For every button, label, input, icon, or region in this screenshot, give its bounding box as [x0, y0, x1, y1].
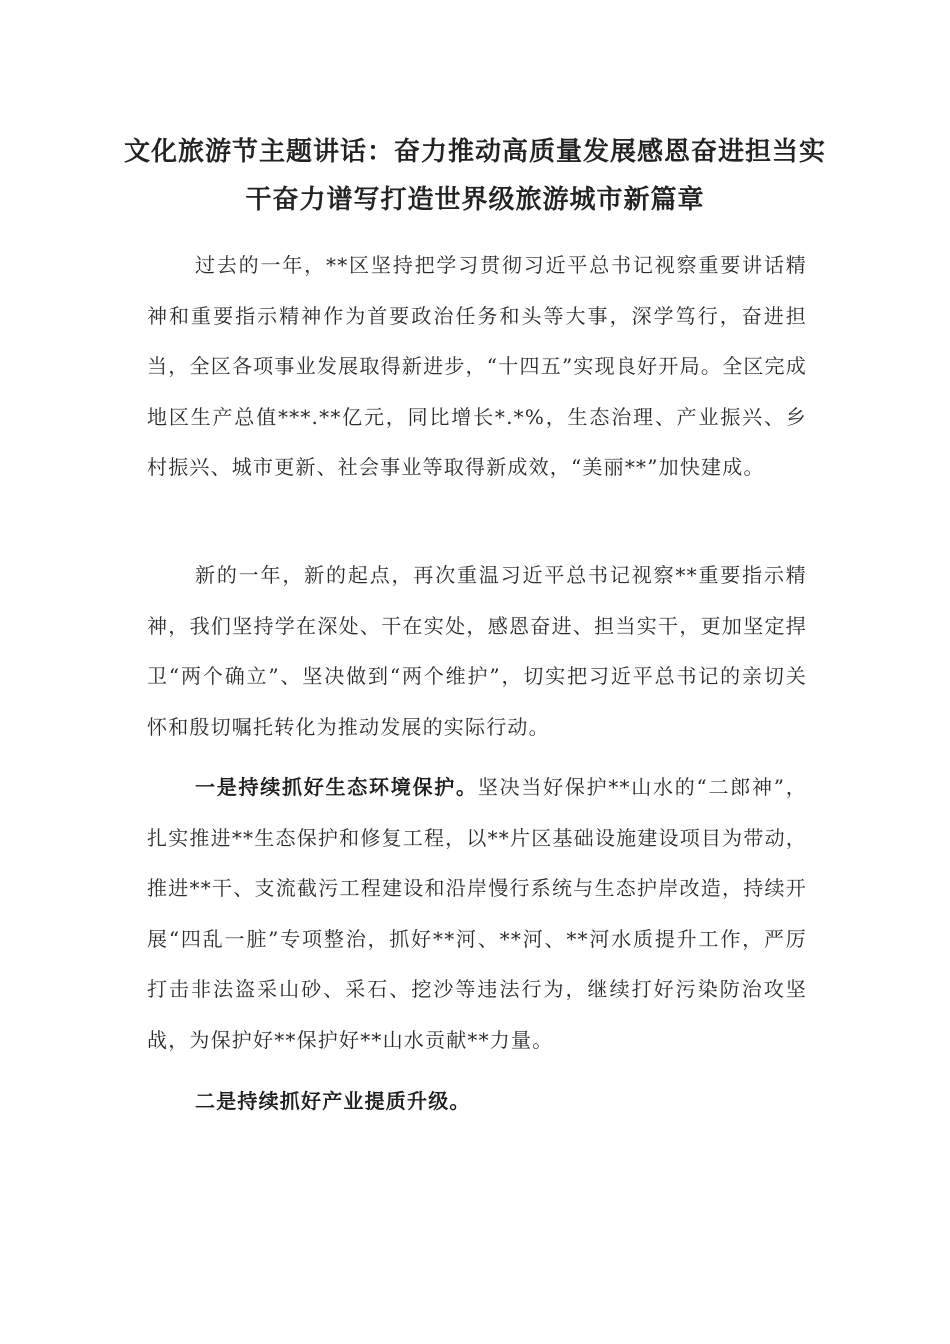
- paragraph-4-lead: 二是持续抓好产业提质升级。: [195, 1089, 471, 1113]
- document-title: 文化旅游节主题讲话：奋力推动高质量发展感恩奋进担当实干奋力谱写打造世界级旅游城市新篇章: [123, 137, 826, 215]
- paragraph-1: [147, 240, 807, 493]
- paragraph-3: [147, 762, 807, 1065]
- paragraph-4: [147, 1076, 807, 1127]
- paragraph-2-text: 新的一年，新的起点，再次重温习近平总书记视察**重要指示精神，我们坚持学在深处、干在实处，感恩奋进、担当实干，更加坚定捍卫“两个确立”、坚决做到“两个维护”，切实把习近平总书记的亲切关怀和殷切嘱托转化为推动发展的实际行动。: [147, 563, 807, 739]
- paragraph-1-text: 过去的一年，**区坚持把学习贯彻习近平总书记视察重要讲话精神和重要指示精神作为首要政治任务和头等大事，深学笃行，奋进担当，全区各项事业发展取得新进步，“十四五”实现良好开局。全区完成地区生产总值***.**亿元，同比增长*.*%，生态治理、产业振兴、乡村振兴、城市更新、社会事业等取得新成效，“美丽**”加快建成。: [147, 253, 807, 479]
- paragraph-3-text: 坚决当好保护**山水的“二郎神”，扎实推进**生态保护和修复工程，以**片区基础设施建设项目为带动，推进**干、支流截污工程建设和沿岸慢行系统与生态护岸改造，持续开展“四乱一脏”专项整治，抓好**河、**河、**河水质提升工作，严厉打击非法盗采山砂、采石、挖沙等违法行为，继续打好污染防治攻坚战，为保护好**保护好**山水贡献**力量。: [147, 775, 807, 1052]
- paragraph-2: [147, 550, 807, 752]
- paragraph-3-lead: 一是持续抓好生态环境保护。: [195, 775, 478, 799]
